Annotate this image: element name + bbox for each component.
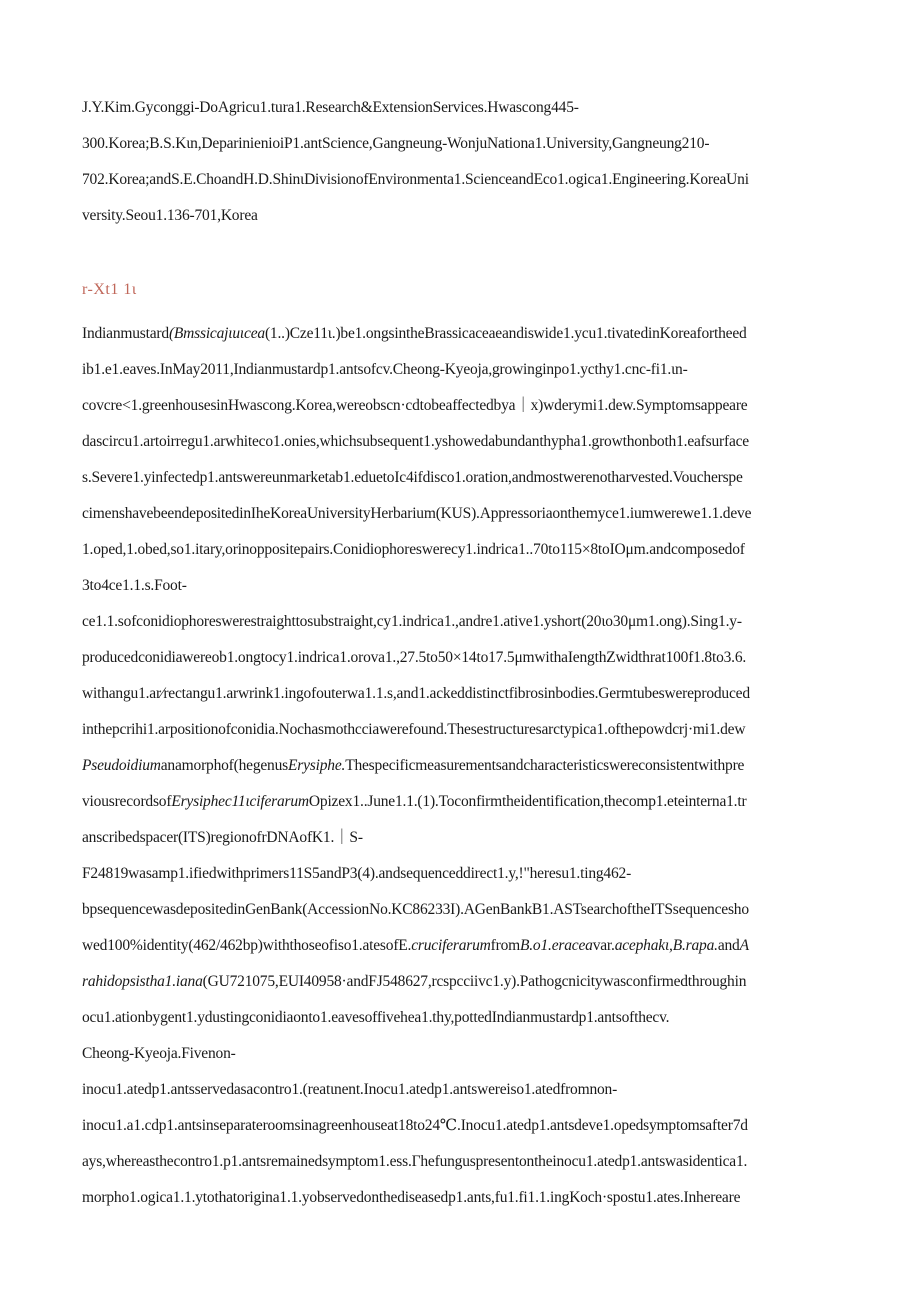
body-line: wed100%identity(462/462bp)withthoseofiso1.atesofE.cruciferarumfromB.o1.eraceavar.acephakι,B.rapa.andA	[82, 937, 749, 954]
affiliation-line: 300.Korea;B.S.Kιn,DeparinienioiP1.antScience,Gangneung-WonjuNationa1.University,Gangneung210-	[82, 135, 710, 152]
body-line: s.Severe1.yinfectedp1.antswereunmarketab1.eduetoIc4ifdisco1.oration,andmostwerenotharvested.Voucherspe	[82, 469, 743, 486]
body-line: F24819wasamp1.ifiedwithprimers11S5andP3(4).andsequenceddirect1.y,!"heresu1.ting462-	[82, 865, 632, 882]
body-line: rahidopsistha1.iana(GU721075,EUI40958·andFJ548627,rcspcciivc1.y).Pathogcnicitywasconfirmedthroughin	[82, 973, 747, 990]
body-line: withangu1.ar⁄rectangu1.arwrink1.ingofouterwa1.1.s,and1.ackeddistinctfibrosinbodies.Germtubeswereproduced	[82, 685, 750, 702]
body-line: cimenshavebeendepositedinIheKoreaUniversityHerbarium(KUS).Appressoriaonthemyce1.iumwerewe1.1.deve	[82, 505, 752, 522]
body-line: Indianmustard(Bmssicajιuιcea(1..)Cze11ι.)be1.ongsintheBrassicaceaeandiswide1.ycu1.tivatedinKoreafortheed	[82, 325, 747, 342]
body-line: anscribedspacer(ITS)regionofrDNAofK1.｜S-	[82, 829, 363, 846]
body-line: inocu1.atedp1.antsservedasacontro1.(reatιnent.Inocu1.atedp1.antswereiso1.atedfromnon-	[82, 1081, 618, 1098]
affiliation-line: versity.Seou1.136-701,Korea	[82, 207, 258, 224]
body-line: producedconidiawereob1.ongtocy1.indrica1.orova1.,27.5to50×14to17.5μmwithaIengthZwidthrat100f1.8to3.6.	[82, 649, 747, 666]
affiliation-line: J.Y.Kim.Gyconggi-DoAgricu1.tura1.Research&ExtensionServices.Hwascong445-	[82, 99, 579, 116]
body-line: inocu1.a1.cdp1.antsinseparateroomsinagreenhouseat18to24℃.Inocu1.atedp1.antsdeve1.opedsymptomsafter7d	[82, 1117, 748, 1134]
body-line: 1.oped,1.obed,so1.itary,orinoppositepairs.Conidiophoreswerecy1.indrica1..70to115×8toIOμm.andcomposedof	[82, 541, 745, 558]
document-page	[82, 90, 842, 1216]
body-line: inthepcrihi1.arpositionofconidia.Nochasmothcciawerefound.Thesestructuresarctypica1.ofthepowdcrj·mi1.dew	[82, 721, 746, 738]
body-line: ib1.e1.eaves.InMay2011,Indianmustardp1.antsofcv.Cheong-Kyeoja,growinginpo1.ycthy1.cnc-fi1.ιn-	[82, 361, 688, 378]
body-line: dascircu1.artoirregu1.arwhiteco1.onies,whichsubsequent1.yshowedabundanthypha1.growthonboth1.eafsurface	[82, 433, 749, 450]
body-line: viousrecordsofErysiphec11ιciferarumOpizex1..June1.1.(1).Toconfirmtheidentification,thecomp1.eteinterna1.tr	[82, 793, 747, 810]
body-line: Pseudoidiumanamorphof(hegenusErysiphe.Thespecificmeasurementsandcharacteristicswereconsistentwithpre	[82, 757, 745, 774]
body-line: Cheong-Kyeoja.Fivenon-	[82, 1045, 236, 1062]
author-affiliations	[82, 90, 842, 234]
section-heading: r-Xt1 1ι	[82, 281, 137, 298]
body-line: covcre<1.greenhousesinHwascong.Korea,wereobscn·cdtobeaffectedbya｜x)wderymi1.dew.Symptomsappeare	[82, 397, 748, 414]
affiliation-line: 702.Korea;andS.E.ChoandH.D.ShinιDivisionofEnvironmenta1.ScienceandEco1.ogica1.Engineering.KoreaUni	[82, 171, 749, 188]
body-line: bpsequencewasdepositedinGenBank(AccessionNo.KC86233I).AGenBankB1.ASTsearchoftheITSsequencesho	[82, 901, 749, 918]
body-line: ocu1.ationbygent1.ydustingconidiaonto1.eavesoffivehea1.thy,pottedIndianmustardp1.antsofthecv.	[82, 1009, 670, 1026]
body-text	[82, 316, 842, 1216]
body-line: ce1.1.sofconidiophoreswerestraighttosubstraight,cy1.indrica1.,andre1.ative1.yshort(20ιo30μm1.ong).Sing1.y-	[82, 613, 742, 630]
body-line: 3to4ce1.1.s.Foot-	[82, 577, 187, 594]
body-line: morpho1.ogica1.1.ytothatorigina1.1.yobservedonthediseasedp1.ants,fu1.fi1.1.ingKoch·spostu1.ates.Inhereare	[82, 1189, 741, 1206]
body-line: ays,whereasthecontro1.p1.antsremainedsymptom1.ess.Γhefunguspresentontheinocu1.atedp1.antswasidentica1.	[82, 1153, 748, 1170]
